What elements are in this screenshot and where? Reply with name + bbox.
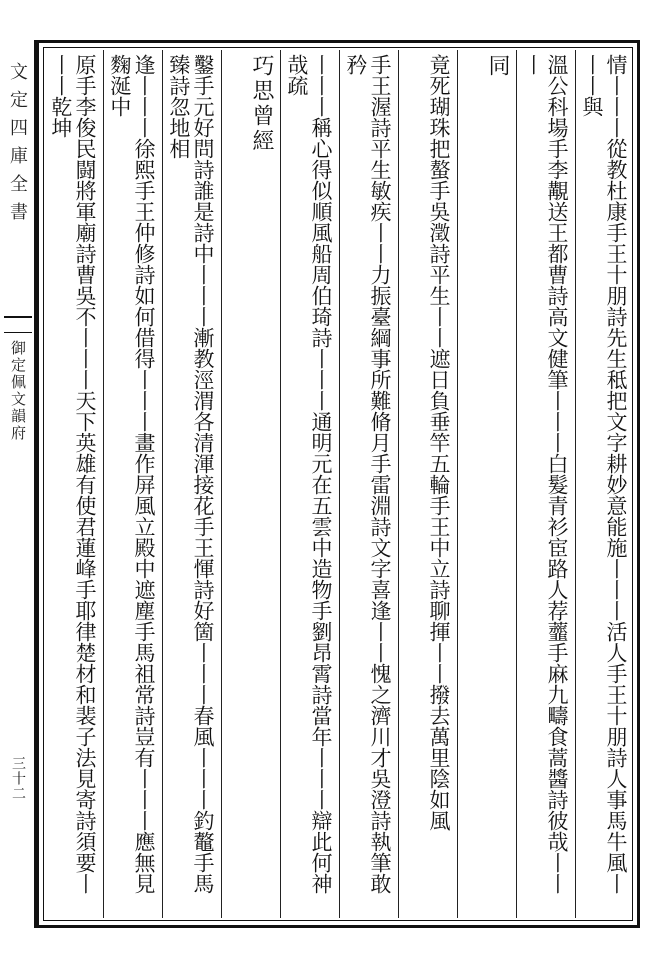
column-text: 同	[485, 54, 510, 79]
column-text: 逢丨丨丨徐熙手王仲修詩如何借得丨丨丨畫作屏風立殿中遮塵手馬祖常詩豈有丨丨丨應無見麴涎中	[107, 54, 156, 894]
column-text: 手王渥詩平生敏疾丨丨力振臺綱事所難脩月手雷淵詩文字喜逢丨丨愧之濟川才吳澄詩執筆敢矜	[343, 54, 392, 894]
column-text: 丨丨丨稱心得似順風船周伯琦詩丨丨丨通明元在五雲中造物手劉昂霄詩當年丨丨丨辯此何神哉疏	[284, 54, 333, 894]
margin-top-text: 文定四庫全書	[7, 62, 28, 230]
text-column-8	[162, 50, 221, 918]
margin-separator	[4, 316, 32, 318]
column-text: 溫公科場手李覯送王都曹詩高文健筆丨丨丨白髮青衫宦路人荐虀手麻九疇食蒿醬詩彼哉丨丨丨	[520, 54, 569, 894]
margin-separator-thin	[4, 332, 32, 333]
column-text: 鑿手元好問詩誰是詩中丨丨丨漸教涇渭各清渾接花手王惲詩好箇丨丨丨春風丨丨丨釣鼇手馬臻詩忽地相	[166, 54, 215, 894]
text-column-9	[103, 50, 162, 918]
left-margin-strip	[0, 40, 36, 928]
column-text: 情丨丨丨從教杜康手王十朋詩先生秪把文字耕妙意能施丨丨丨活人手王十朋詩人事馬牛風丨丨丨與	[579, 54, 628, 894]
text-column-1	[575, 50, 634, 918]
column-text: 巧思曾經	[249, 54, 274, 154]
text-column-10	[44, 50, 103, 918]
text-column-7	[221, 50, 280, 918]
text-column-6	[280, 50, 339, 918]
text-column-3	[457, 50, 516, 918]
text-column-2	[516, 50, 575, 918]
margin-book-title: 御定佩文韻府	[9, 340, 27, 442]
text-column-5	[339, 50, 398, 918]
text-column-4	[398, 50, 457, 918]
column-text: 竟死瑚珠把螯手吳澂詩平生丨丨遮日負垂竿五輪手王中立詩聊揮丨丨撥去萬里陰如風	[427, 54, 451, 831]
margin-page-number: 三十二	[10, 756, 26, 801]
text-columns	[44, 50, 634, 918]
column-text: 原手李俊民闘將軍廟詩曹吳不丨丨丨天下英雄有使君蓮峰手耶律楚材和裴子法見寄詩須要丨丨丨乾坤	[48, 54, 97, 894]
